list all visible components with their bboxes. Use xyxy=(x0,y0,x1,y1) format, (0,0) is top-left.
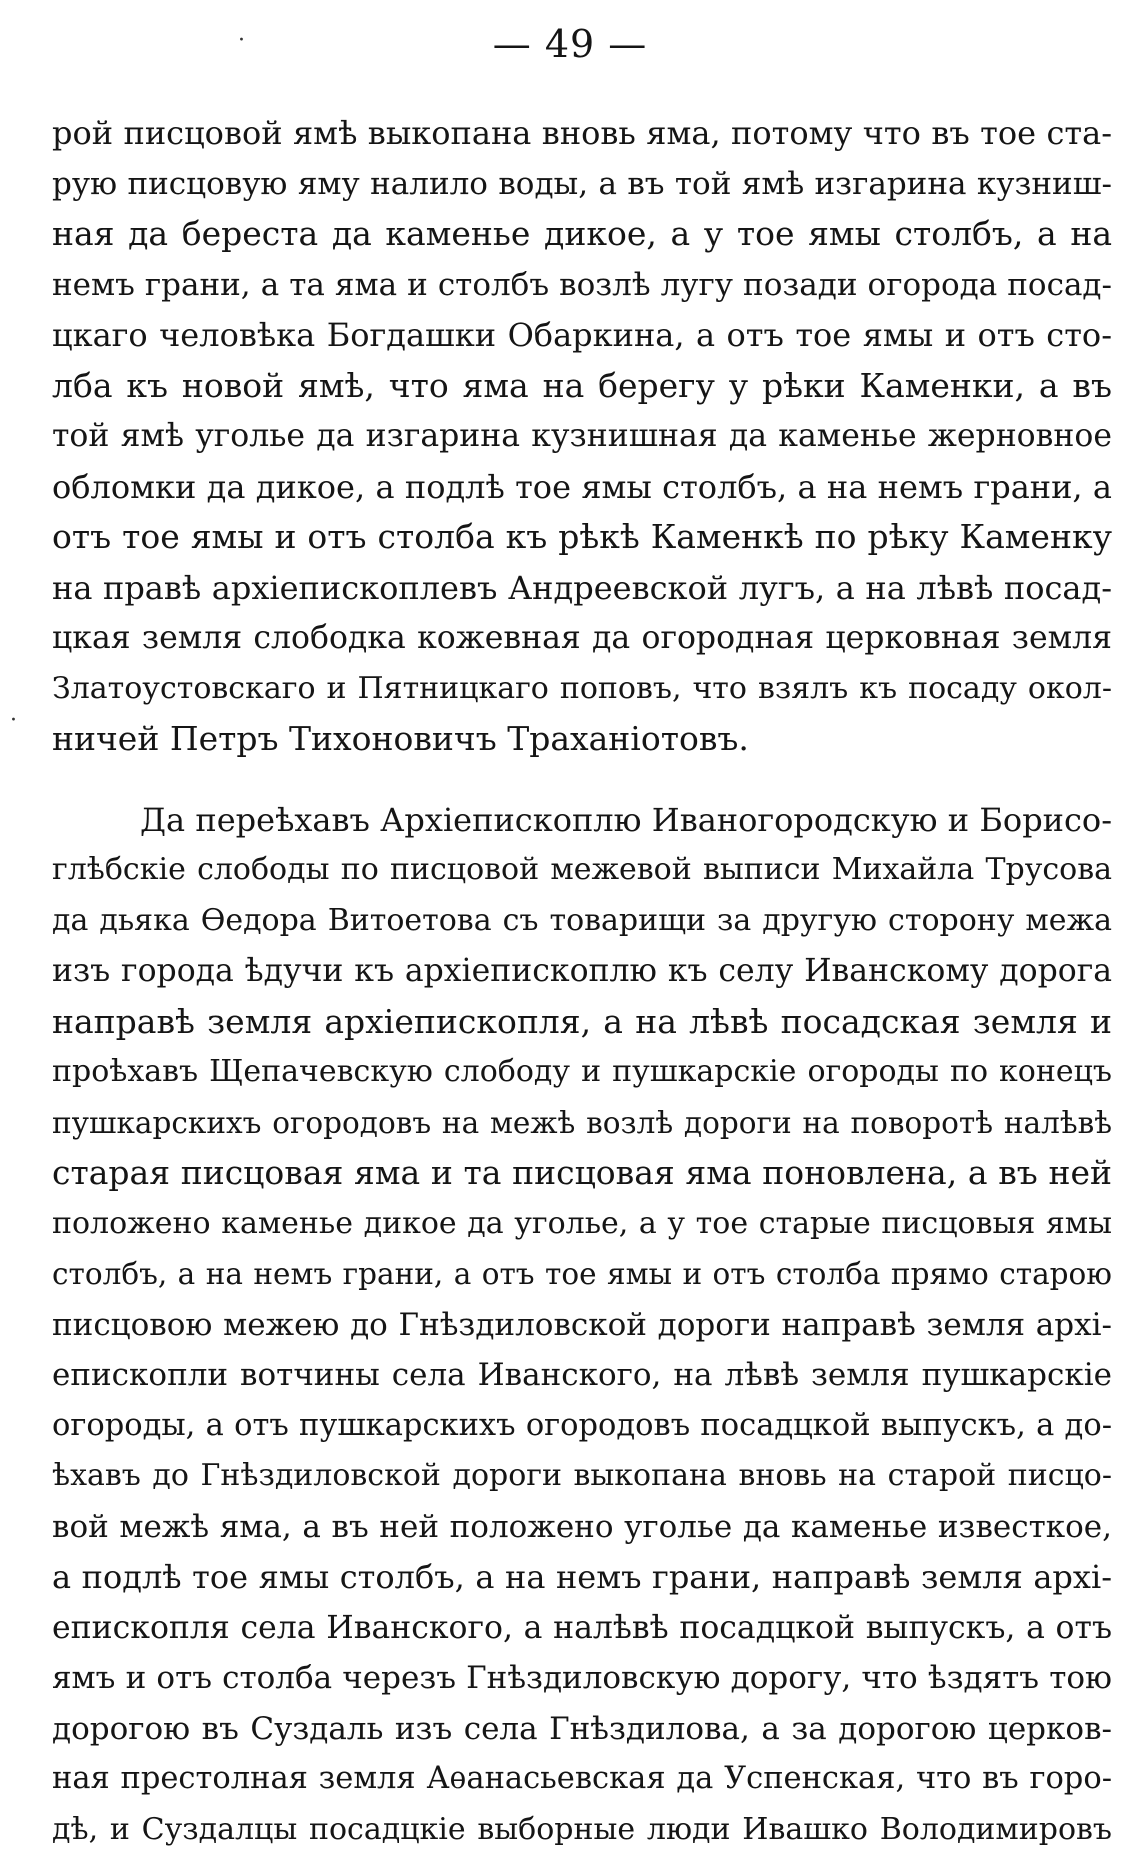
text-line: на правѣ архіепископлевъ Андреевской лугъ, а на лѣвѣ посад- xyxy=(52,563,1112,614)
text-line: огороды, а отъ пушкарскихъ огородовъ посадцкой выпускъ, а до- xyxy=(52,1401,1112,1452)
text-line: лба къ новой ямѣ, что яма на берегу у рѣки Каменки, а въ xyxy=(52,361,1112,412)
text-line: дѣ, и Суздалцы посадцкіе выборные люди Ивашко Володимировъ xyxy=(52,1805,1112,1855)
text-line: положено каменье дикое да уголье, а у тое старые писцовыя ямы xyxy=(52,1199,1112,1250)
text-line: цкая земля слободка кожевная да огородная церковная земля xyxy=(52,613,1112,664)
text-line: епископли вотчины села Иванского, на лѣвѣ земля пушкарскіе xyxy=(52,1350,1112,1401)
text-line: старая писцовая яма и та писцовая яма поновлена, а въ ней xyxy=(52,1148,1112,1199)
text-line: Златоустовскаго и Пятницкаго поповъ, что взялъ къ посаду окол- xyxy=(52,664,1112,715)
body-text xyxy=(52,108,1112,1855)
text-line: а подлѣ тое ямы столбъ, а на немъ грани, направѣ земля архі- xyxy=(52,1552,1112,1603)
text-line: изъ города ѣдучи къ архіепископлю къ селу Иванскому дорога xyxy=(52,946,1112,997)
text-line: Да переѣхавъ Архіепископлю Иваногородскую и Борисо- xyxy=(52,795,1112,846)
paragraph-2 xyxy=(52,795,1112,1855)
text-line: епископля села Иванского, а налѣвѣ посадцкой выпускъ, а отъ xyxy=(52,1603,1112,1654)
ink-speck: · xyxy=(238,28,245,53)
paragraph-gap xyxy=(52,765,1112,795)
page-number: — 49 — xyxy=(0,22,1140,66)
text-line: столбъ, а на немъ грани, а отъ тое ямы и отъ столба прямо старою xyxy=(52,1249,1112,1300)
text-line: писцовою межею до Гнѣздиловской дороги направѣ земля архі- xyxy=(52,1300,1112,1351)
text-line: той ямѣ уголье да изгарина кузнишная да каменье жерновное xyxy=(52,411,1112,462)
text-line: немъ грани, а та яма и столбъ возлѣ лугу позади огорода посад- xyxy=(52,260,1112,311)
text-line: ничей Петръ Тихоновичъ Траханіотовъ. xyxy=(52,714,1112,765)
text-line: обломки да дикое, а подлѣ тое ямы столбъ, а на немъ грани, а xyxy=(52,462,1112,513)
text-line: глѣбскіе слободы по писцовой межевой выписи Михайла Трусова xyxy=(52,845,1112,896)
text-line: ная да береста да каменье дикое, а у тое ямы столбъ, а на xyxy=(52,209,1112,260)
paragraph-1 xyxy=(52,108,1112,765)
text-line: проѣхавъ Щепачевскую слободу и пушкарскіе огороды по конецъ xyxy=(52,1047,1112,1098)
text-line: вой межѣ яма, а въ ней положено уголье да каменье известкое, xyxy=(52,1502,1112,1553)
text-line: дорогою въ Суздаль изъ села Гнѣздилова, а за дорогою церков- xyxy=(52,1704,1112,1755)
text-line: ная престолная земля Аѳанасьевская да Успенская, что въ горо- xyxy=(52,1754,1112,1805)
text-line: рую писцовую яму налило воды, а въ той ямѣ изгарина кузниш- xyxy=(52,159,1112,210)
text-line: отъ тое ямы и отъ столба къ рѣкѣ Каменкѣ по рѣку Каменку xyxy=(52,512,1112,563)
text-line: пушкарскихъ огородовъ на межѣ возлѣ дороги на поворотѣ налѣвѣ xyxy=(52,1098,1112,1149)
ink-speck: · xyxy=(10,708,17,733)
text-line: ѣхавъ до Гнѣздиловской дороги выкопана вновь на старой писцо- xyxy=(52,1451,1112,1502)
text-line: да дьяка Өедора Витоетова съ товарищи за другую сторону межа xyxy=(52,896,1112,947)
text-line: рой писцовой ямѣ выкопана вновь яма, потому что въ тое ста- xyxy=(52,108,1112,159)
text-line: цкаго человѣка Богдашки Обаркина, а отъ тое ямы и отъ сто- xyxy=(52,310,1112,361)
text-line: ямъ и отъ столба черезъ Гнѣздиловскую дорогу, что ѣздятъ тою xyxy=(52,1653,1112,1704)
text-line: направѣ земля архіепископля, а на лѣвѣ посадская земля и xyxy=(52,997,1112,1048)
